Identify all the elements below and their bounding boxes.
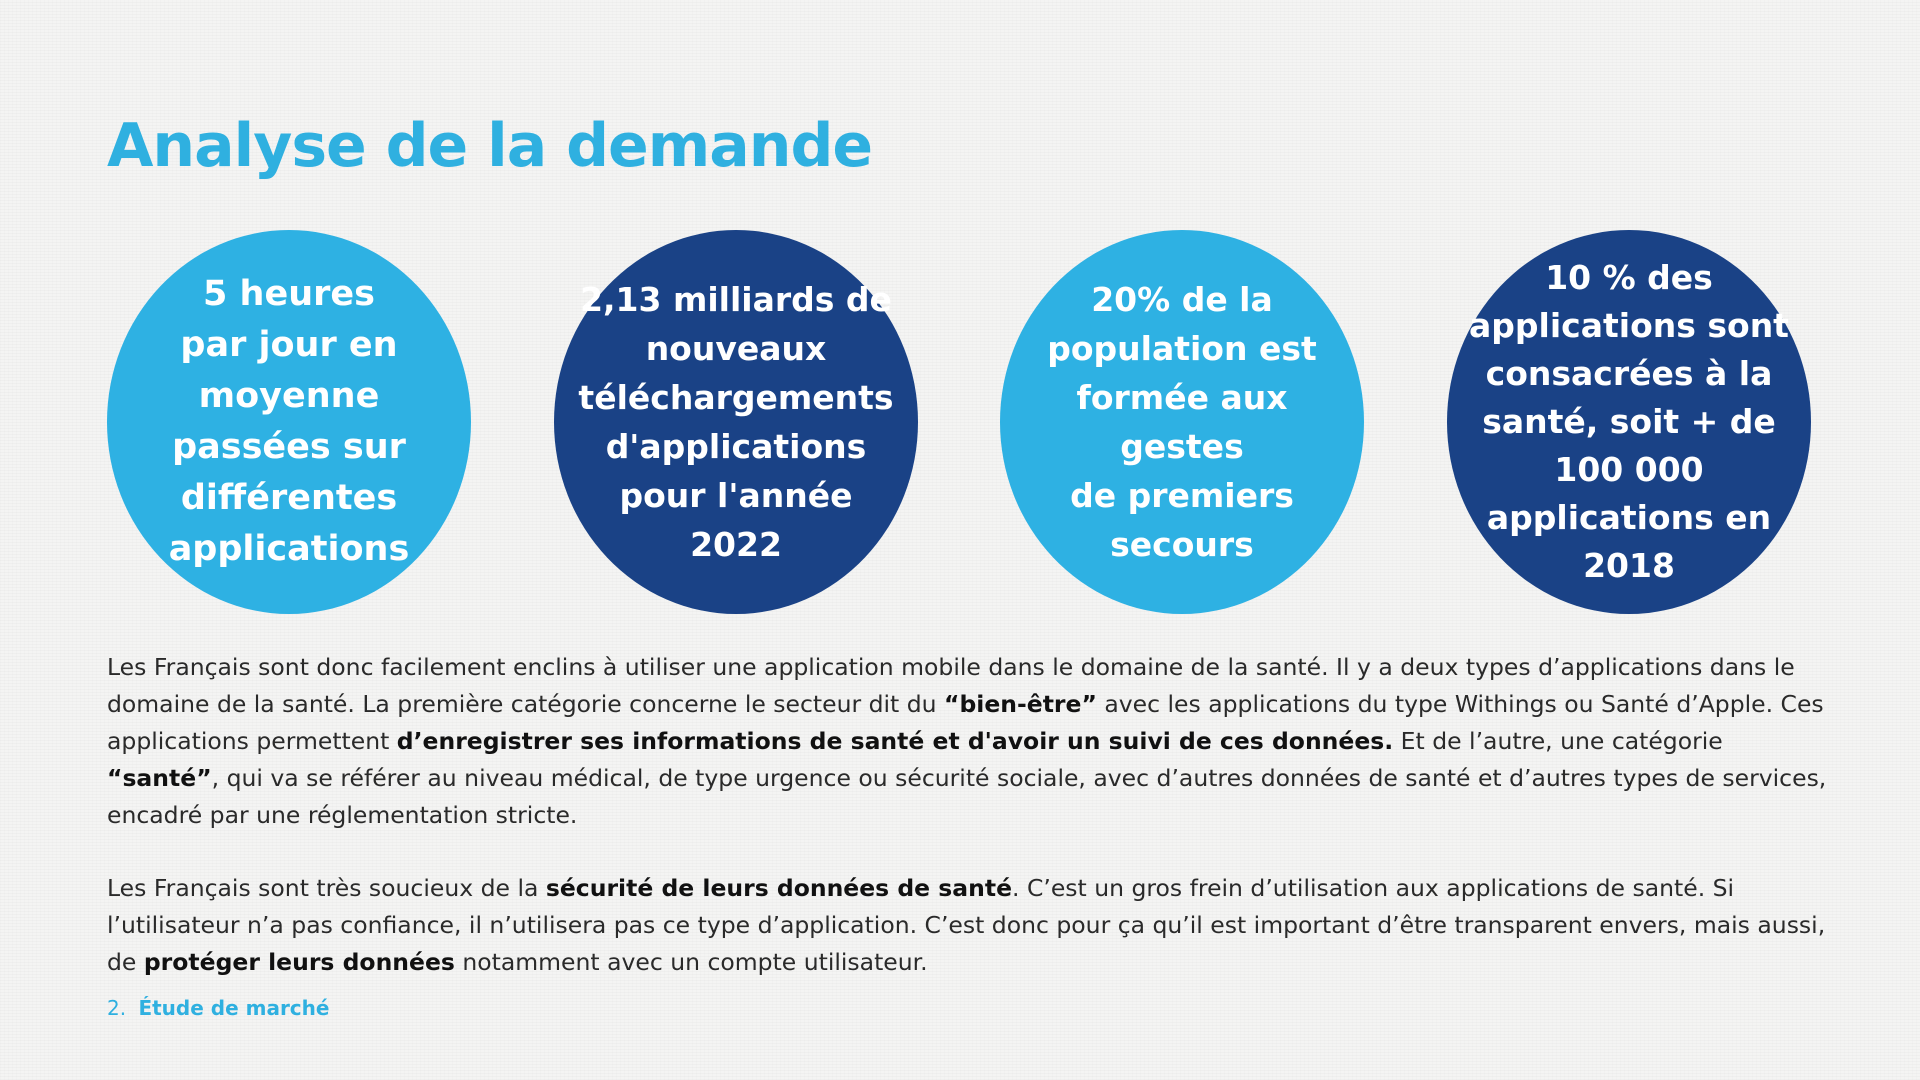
paragraph-text: notamment avec un compte utilisateur. xyxy=(454,948,928,976)
emphasis-text: “santé” xyxy=(107,764,212,792)
paragraph-text: , qui va se référer au niveau médical, de type urgence ou sécurité sociale, avec d’autres données de santé et d’autres types de services, encadré par une réglementation stricte. xyxy=(107,764,1827,829)
section-number: 2. xyxy=(107,996,127,1020)
stat-circle-text: 20% de la population est formée aux gestes de premiers secours xyxy=(1047,280,1317,564)
paragraph-text: Et de l’autre, une catégorie xyxy=(1393,727,1723,755)
section-footer xyxy=(107,994,329,1022)
page-title: Analyse de la demande xyxy=(107,111,873,181)
stat-circle-first-aid xyxy=(1000,230,1364,614)
emphasis-text: protéger leurs données xyxy=(143,948,455,976)
emphasis-text: sécurité de leurs données de santé xyxy=(545,874,1013,902)
paragraph-text: Les Français sont très soucieux de la xyxy=(107,874,546,902)
paragraph-text: . C’est un gros frein d’utilisation aux applications de santé. Si l’utilisateur n’a pas confiance, il n’utilisera pas ce type d’application. C’est donc pour ça qu’il est important d’être transparent envers, mais aussi, de xyxy=(107,874,1826,976)
body-paragraph-data-security xyxy=(107,870,1827,981)
section-label: Étude de marché xyxy=(138,996,330,1020)
emphasis-text: d’enregistrer ses informations de santé et d'avoir un suivi de ces données. xyxy=(396,727,1394,755)
stat-circle-downloads xyxy=(554,230,918,614)
stat-circle-text: 2,13 milliards de nouveaux téléchargements d'applications pour l'année 2022 xyxy=(578,280,894,564)
body-paragraph-app-types xyxy=(107,649,1827,834)
stat-circle-screen-time xyxy=(107,230,471,614)
stat-circle-health-apps xyxy=(1447,230,1811,614)
stat-circle-text: 5 heures par jour en moyenne passées sur différentes applications xyxy=(168,274,410,569)
emphasis-text: “bien-être” xyxy=(944,690,1097,718)
paragraph-text: avec les applications du type Withings ou Santé d’Apple. Ces applications permettent xyxy=(107,690,1824,755)
paragraph-text: Les Français sont donc facilement enclins à utiliser une application mobile dans le domaine de la santé. Il y a deux types d’applications dans le domaine de la santé. La première catégorie concerne le secteur dit du xyxy=(107,653,1795,718)
stat-circle-text: 10 % des applications sont consacrées à la santé, soit + de 100 000 applications en 2018 xyxy=(1469,258,1789,585)
